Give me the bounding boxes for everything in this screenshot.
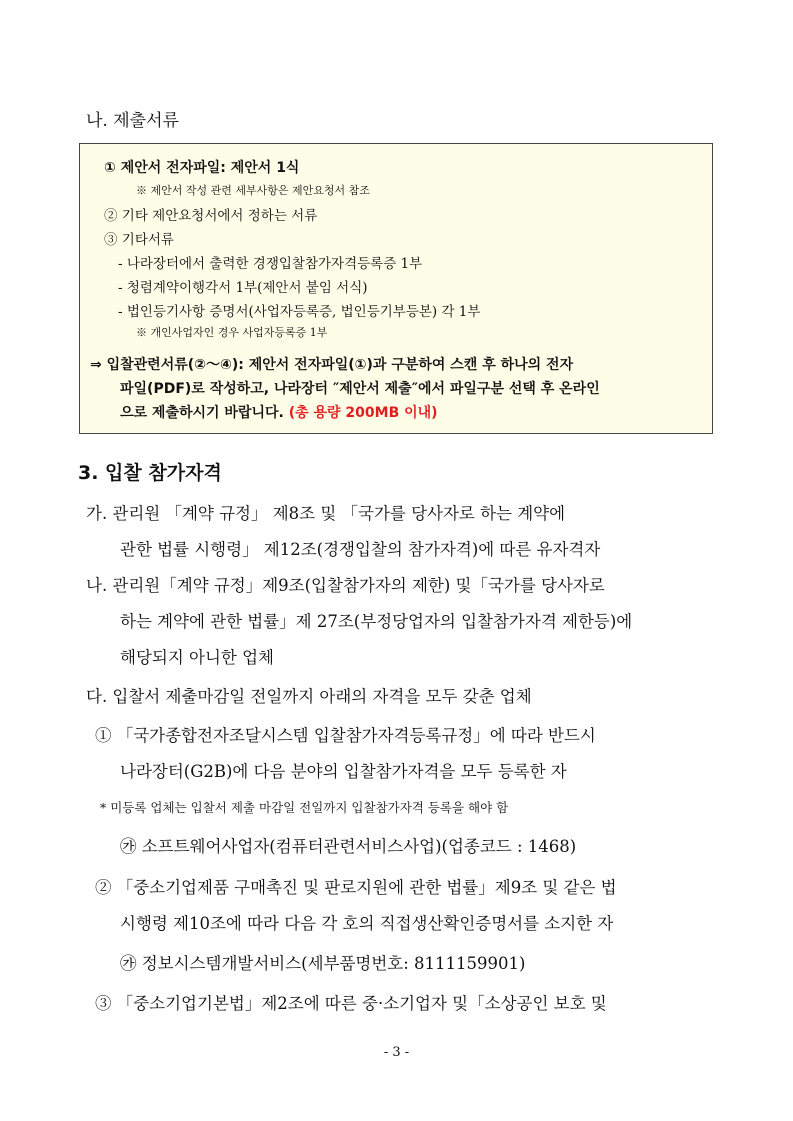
document-list-box — [79, 143, 713, 434]
box-item-3-a: - 나라장터에서 출력한 경쟁입찰참가자격등록증 1부 — [118, 256, 423, 272]
box-item-3: ③ 기타서류 — [104, 232, 174, 248]
notice-line-2: 파일(PDF)로 작성하고, 나라장터 ″제안서 제출″에서 파일구분 선택 후 온라인 — [120, 381, 600, 397]
ga-line-1: 가. 관리원 「계약 규정」 제8조 및 「국가를 당사자로 하는 계약에 — [86, 504, 566, 523]
box-item-3-c: - 법인등기사항 증명서(사업자등록증, 법인등기부등본) 각 1부 — [118, 304, 481, 320]
criterion-1-line-1: ① 「국가종합전자조달시스템 입찰참가자격등록규정」에 따라 반드시 — [95, 726, 596, 745]
box-item-2: ② 기타 제안요청서에서 정하는 서류 — [104, 208, 318, 224]
criterion-2-sub: ㉮ 정보시스템개발서비스(세부품명번호: 8111159901) — [120, 954, 526, 973]
criterion-3-line-1: ③ 「중소기업기본법」제2조에 따른 중·소기업자 및「소상공인 보호 및 — [95, 994, 607, 1013]
na-line-2: 하는 계약에 관한 법률」제 27조(부정당업자의 입찰참가자격 제한등)에 — [120, 612, 633, 631]
na-line-1: 나. 관리원「계약 규정」제9조(입찰참가자의 제한) 및「국가를 당사자로 — [86, 576, 605, 595]
da-line-1: 다. 입찰서 제출마감일 전일까지 아래의 자격을 모두 갖춘 업체 — [86, 687, 532, 706]
criterion-1-line-2: 나라장터(G2B)에 다음 분야의 입찰참가자격을 모두 등록한 자 — [120, 762, 567, 781]
box-item-1: ① 제안서 전자파일: 제안서 1식 — [104, 160, 300, 176]
box-item-1-note: ※ 제안서 작성 관련 세부사항은 제안요청서 참조 — [136, 184, 370, 197]
ga-line-2: 관한 법률 시행령」 제12조(경쟁입찰의 참가자격)에 따른 유자격자 — [120, 540, 601, 559]
notice-line-3: 으로 제출하시기 바랍니다. (총 용량 200MB 이내) — [120, 405, 438, 421]
box-item-3-b: - 청렴계약이행각서 1부(제안서 붙임 서식) — [118, 280, 368, 296]
page-number: - 3 - — [383, 1045, 410, 1060]
notice-red-text: (총 용량 200MB 이내) — [288, 405, 438, 421]
box-item-3-note: ※ 개인사업자인 경우 사업자등록증 1부 — [136, 326, 328, 339]
section-3-title: 3. 입찰 참가자격 — [78, 462, 222, 484]
section-b-title: 나. 제출서류 — [86, 111, 179, 131]
notice-line-1: ⇒ 입찰관련서류(②～④): 제안서 전자파일(①)과 구분하여 스캔 후 하나의 전자 — [90, 357, 574, 373]
criterion-2-line-1: ② 「중소기업제품 구매촉진 및 판로지원에 관한 법률」제9조 및 같은 법 — [95, 878, 617, 897]
criterion-1-sub: ㉮ 소프트웨어사업자(컴퓨터관련서비스사업)(업종코드 : 1468) — [120, 837, 577, 856]
na-line-3: 해당되지 아니한 업체 — [120, 648, 274, 667]
criterion-1-note: * 미등록 업체는 입찰서 제출 마감일 전일까지 입찰참가자격 등록을 해야 함 — [100, 800, 509, 815]
criterion-2-line-2: 시행령 제10조에 따라 다음 각 호의 직접생산확인증명서를 소지한 자 — [120, 914, 614, 933]
